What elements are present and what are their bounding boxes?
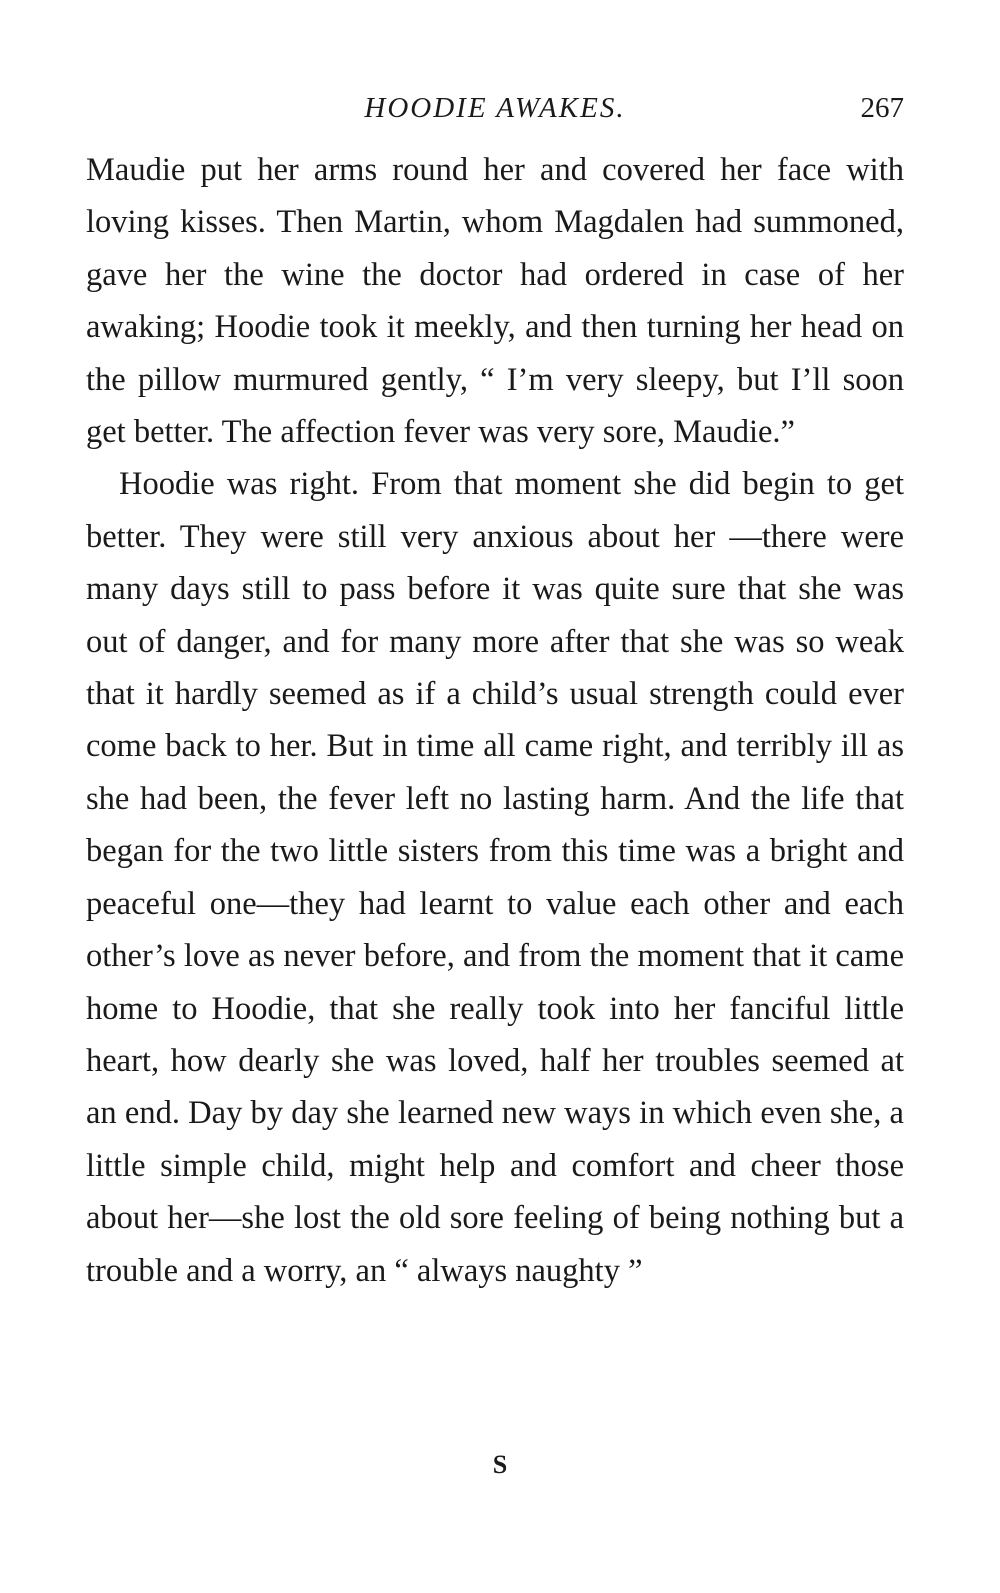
book-page [86, 92, 904, 1297]
paragraph-2: Hoodie was right. From that moment she did begin to get better. They were still very anxious about her —there were many days still to pass before it was quite sure that she was out of danger, and for many more after that she was so weak that it hardly seemed as if a child’s usual strength could ever come back to her. But in time all came right, and terribly ill as she had been, the fever left no lasting harm. And the life that began for the two little sisters from this time was a bright and peaceful one—they had learnt to value each other and each other’s love as never before, and from the moment that it came home to Hoodie, that she really took into her fanciful little heart, how dearly she was loved, half her troubles seemed at an end. Day by day she learned new ways in which even she, a little simple child, might help and comfort and cheer those about her—she lost the old sore feeling of being nothing but a trouble and a worry, an “ always naughty ” [86, 466, 904, 1289]
running-header [86, 92, 904, 134]
paragraph-1: Maudie put her arms round her and covered her face with loving kisses. Then Martin, whom Magdalen had summoned, gave her the wine the doctor had ordered in case of her awaking; Hoodie took it meekly, and then turning her head on the pillow murmured gently, “ I’m very sleepy, but I’ll soon get better. The affection fever was very sore, Maudie.” [86, 152, 904, 451]
page-number: 267 [860, 92, 904, 124]
signature-mark: S [492, 1450, 508, 1479]
chapter-title: HOODIE AWAKES. [364, 92, 626, 124]
